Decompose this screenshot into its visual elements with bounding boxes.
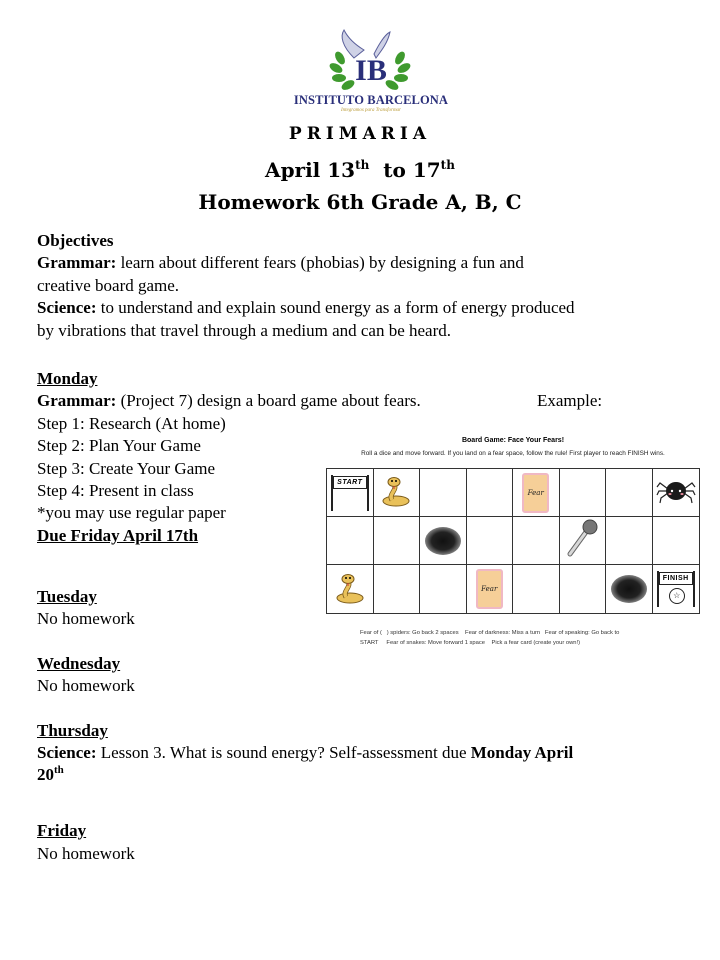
board-cell [560, 565, 607, 613]
board-legend-line-2: START Fear of snakes: Move forward 1 space Pick a fear card (create your own!) [360, 640, 581, 646]
board-cell [374, 565, 421, 613]
board-cell-card [513, 469, 560, 517]
board-cell [560, 469, 607, 517]
laurel-wreath-icon [282, 28, 460, 94]
day-heading-monday: Monday [37, 369, 98, 388]
board-game-rule: Roll a dice and move forward. If you land on a fear space, follow the rule! First player to reach FINISH wins. [361, 450, 665, 457]
board-cell-microphone [560, 517, 607, 565]
day-heading-friday: Friday [37, 821, 87, 840]
finish-flag-icon [656, 569, 696, 609]
day-heading-wednesday: Wednesday [37, 654, 121, 673]
board-cell [467, 517, 514, 565]
fear-card-icon: Fear [522, 473, 549, 513]
due-date: Due Friday April 17th [37, 526, 199, 545]
board-game-grid [326, 468, 700, 614]
step-item: Step 2: Plan Your Game [37, 436, 201, 455]
board-cell-card [467, 565, 514, 613]
day-heading-tuesday: Tuesday [37, 587, 97, 606]
spider-icon [656, 475, 696, 510]
board-cell [653, 517, 700, 565]
darkness-icon [425, 527, 461, 555]
fear-card-icon: Fear [476, 569, 503, 609]
board-cell [513, 517, 560, 565]
board-cell [420, 565, 467, 613]
school-logo [282, 28, 460, 124]
example-label: Example: [537, 391, 603, 410]
objective-science: Science: to understand and explain sound energy as a form of energy produced [37, 298, 575, 317]
board-cell [374, 517, 421, 565]
board-cell-finish [653, 565, 700, 613]
board-cell-snake [374, 469, 421, 517]
snake-icon [332, 569, 368, 610]
medal-icon: ☆ [669, 588, 685, 604]
finish-label: FINISH [662, 575, 689, 582]
objective-grammar: Grammar: learn about different fears (phobias) by designing a fun and [37, 253, 524, 272]
darkness-icon [611, 575, 647, 603]
day-heading-thursday: Thursday [37, 721, 108, 740]
paper-note: *you may use regular paper [37, 503, 226, 522]
board-cell-snake [327, 565, 374, 613]
board-cell-spider [653, 469, 700, 517]
board-cell [606, 469, 653, 517]
board-game-title: Board Game: Face Your Fears! [461, 437, 565, 444]
wednesday-text: No homework [37, 676, 135, 695]
page-title: Homework 6th Grade A, B, C [198, 190, 522, 214]
snake-icon [378, 472, 414, 513]
tuesday-text: No homework [37, 609, 135, 628]
school-tagline: Integramos para Transformar [340, 108, 401, 113]
microphone-icon [564, 518, 600, 563]
objective-science-cont: by vibrations that travel through a medium and can be heard. [37, 321, 452, 340]
monday-grammar: Grammar: (Project 7) design a board game about fears. [37, 391, 421, 410]
school-name: INSTITUTO BARCELONA [293, 93, 449, 107]
logo-monogram: IB [355, 54, 387, 87]
start-flag-icon [330, 473, 370, 513]
objectives-heading: Objectives [37, 231, 114, 250]
board-legend-line-1: Fear of ( ) spiders: Go back 2 spaces Fear of darkness: Miss a turn Fear of speaking: Go back to [360, 630, 620, 636]
date-range: April 13th to 17th [265, 158, 455, 182]
section-title: PRIMARIA [288, 124, 432, 144]
board-cell-darkness [606, 565, 653, 613]
step-item: Step 4: Present in class [37, 481, 194, 500]
thursday-due-day: 20th [37, 764, 64, 784]
board-cell [513, 565, 560, 613]
board-cell [327, 517, 374, 565]
step-item: Step 1: Research (At home) [37, 414, 226, 433]
thursday-science: Science: Lesson 3. What is sound energy? Self-assessment due Monday April [37, 743, 574, 762]
board-cell-darkness [420, 517, 467, 565]
friday-text: No homework [37, 844, 135, 863]
start-label: START [337, 478, 363, 486]
board-cell [467, 469, 514, 517]
step-item: Step 3: Create Your Game [37, 459, 216, 478]
objective-grammar-cont: creative board game. [37, 276, 180, 295]
board-cell-start [327, 469, 374, 517]
board-cell [606, 517, 653, 565]
board-cell [420, 469, 467, 517]
